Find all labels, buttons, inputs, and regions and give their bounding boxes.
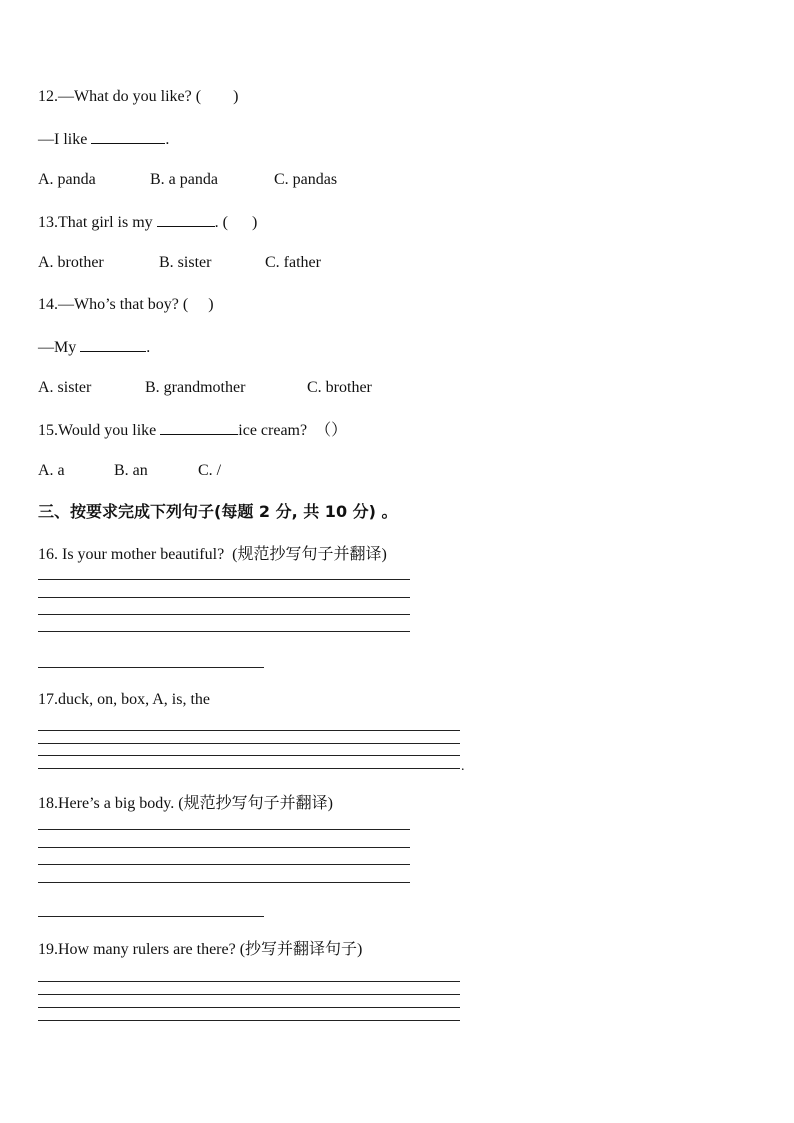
- q16-writing-line: [38, 631, 410, 632]
- q14-answer-line: [38, 337, 150, 358]
- q14-option-b[interactable]: B. grandmother: [145, 379, 246, 396]
- q15-question: [38, 420, 347, 441]
- q19-writing-line: [38, 1007, 460, 1008]
- q15-question-suffix: ice cream? （）: [238, 422, 348, 439]
- q16-writing-line: [38, 597, 410, 598]
- q12-answer-prefix: —I like: [38, 131, 88, 148]
- q15-option-c[interactable]: C. /: [198, 462, 222, 479]
- q14-answer-prefix: —My: [38, 339, 77, 356]
- q19-writing-line: [38, 994, 460, 995]
- q18-writing-line: [38, 882, 410, 883]
- q12-question: 12.—What do you like? ( ): [38, 88, 239, 105]
- q16-writing-line: [38, 614, 410, 615]
- q17-writing-line: [38, 768, 460, 769]
- q16-translation-line: [38, 667, 264, 668]
- q17-prompt: 17.duck, on, box, A, is, the: [38, 691, 210, 708]
- q12-option-b[interactable]: B. a panda: [150, 171, 218, 188]
- q13-option-c[interactable]: C. father: [265, 254, 321, 271]
- q17-end-mark: .: [461, 759, 465, 774]
- q14-option-a[interactable]: A. sister: [38, 379, 92, 396]
- q14-question: 14.—Who’s that boy? ( ): [38, 296, 214, 313]
- q15-question-prefix: 15.Would you like: [38, 422, 157, 439]
- section-3-heading: 三、按要求完成下列句子(每题 2 分, 共 10 分) 。: [38, 502, 398, 521]
- q12-option-a[interactable]: A. panda: [38, 171, 96, 188]
- q14-option-c[interactable]: C. brother: [307, 379, 372, 396]
- q18-writing-line: [38, 864, 410, 865]
- q19-prompt: 19.How many rulers are there? (抄写并翻译句子): [38, 941, 363, 958]
- q17-writing-line: [38, 755, 460, 756]
- q15-option-b[interactable]: B. an: [114, 462, 148, 479]
- q13-option-b[interactable]: B. sister: [159, 254, 212, 271]
- q14-answer-suffix: .: [146, 339, 151, 356]
- q16-prompt: 16. Is your mother beautiful? (规范抄写句子并翻译): [38, 546, 387, 563]
- q12-answer-suffix: .: [165, 131, 170, 148]
- q18-writing-line: [38, 847, 410, 848]
- q16-writing-line: [38, 579, 410, 580]
- q12-option-c[interactable]: C. pandas: [274, 171, 338, 188]
- q14-blank[interactable]: [80, 337, 146, 352]
- q19-writing-line: [38, 981, 460, 982]
- q15-option-a[interactable]: A. a: [38, 462, 65, 479]
- q13-question-suffix: . ( ): [214, 214, 258, 231]
- q17-writing-line: [38, 743, 460, 744]
- q12-blank[interactable]: [91, 129, 165, 144]
- q18-writing-line: [38, 829, 410, 830]
- q13-option-a[interactable]: A. brother: [38, 254, 104, 271]
- q15-blank[interactable]: [160, 420, 238, 435]
- q13-question: [38, 212, 257, 233]
- q13-question-prefix: 13.That girl is my: [38, 214, 153, 231]
- q17-writing-line: [38, 730, 460, 731]
- q18-prompt: 18.Here’s a big body. (规范抄写句子并翻译): [38, 795, 333, 812]
- q18-translation-line: [38, 916, 264, 917]
- q12-answer-line: [38, 129, 169, 150]
- q13-blank[interactable]: [157, 212, 215, 227]
- q19-writing-line: [38, 1020, 460, 1021]
